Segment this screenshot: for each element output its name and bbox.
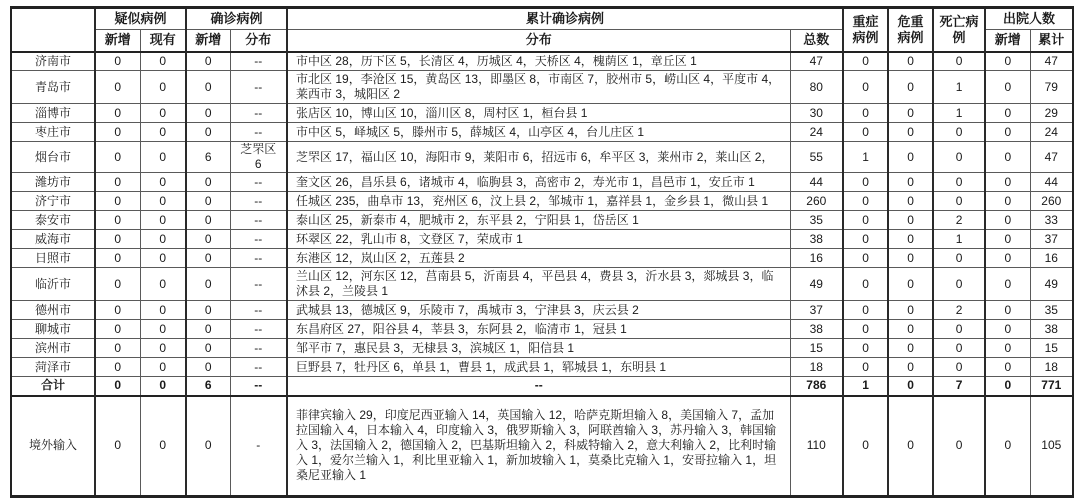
table-row <box>11 71 1073 104</box>
table-row <box>11 301 1073 320</box>
cumulative-dist-cell: 市中区 28，历下区 5，长清区 4，历城区 4，天桥区 4，槐荫区 1，章丘区 1 <box>287 52 790 71</box>
confirmed-new-cell: 0 <box>186 358 230 377</box>
death-cases-cell: 0 <box>933 142 985 173</box>
severe-cases-cell: 0 <box>843 230 888 249</box>
table-row <box>11 358 1073 377</box>
death-cases-cell: 1 <box>933 104 985 123</box>
cumulative-dist-cell: 张店区 10，博山区 10，淄川区 8，周村区 1，桓台县 1 <box>287 104 790 123</box>
table-body <box>11 52 1073 497</box>
discharged-cum-cell: 24 <box>1030 123 1073 142</box>
suspected-existing-cell: 0 <box>140 396 186 497</box>
suspected-existing-cell: 0 <box>140 301 186 320</box>
cumulative-total-cell: 786 <box>790 377 843 396</box>
confirmed-new-cell: 0 <box>186 123 230 142</box>
critical-cases-cell: 0 <box>888 339 933 358</box>
suspected-group-header: 疑似病例 <box>95 8 186 30</box>
severe-cases-cell: 0 <box>843 52 888 71</box>
cumulative-total-cell: 15 <box>790 339 843 358</box>
discharged-new-cell: 0 <box>985 211 1030 230</box>
confirmed-dist-cell: -- <box>230 123 287 142</box>
cumulative-total-cell: 110 <box>790 396 843 497</box>
severe-header: 重症病例 <box>843 8 888 52</box>
confirmed-dist-cell: -- <box>230 339 287 358</box>
critical-header: 危重病例 <box>888 8 933 52</box>
confirmed-new-cell: 0 <box>186 301 230 320</box>
critical-cases-cell: 0 <box>888 230 933 249</box>
discharged-cum-cell: 29 <box>1030 104 1073 123</box>
confirmed-dist-cell: -- <box>230 104 287 123</box>
cumulative-total-cell: 16 <box>790 249 843 268</box>
discharged-new-cell: 0 <box>985 123 1030 142</box>
suspected-new-cell: 0 <box>95 211 140 230</box>
suspected-new-cell: 0 <box>95 123 140 142</box>
city-cell: 滨州市 <box>11 339 95 358</box>
header-group-row <box>11 8 1073 30</box>
city-cell: 济南市 <box>11 52 95 71</box>
city-cell: 菏泽市 <box>11 358 95 377</box>
covid-cases-table <box>10 6 1074 498</box>
severe-cases-cell: 0 <box>843 301 888 320</box>
discharged-cum-cell: 38 <box>1030 320 1073 339</box>
suspected-existing-cell: 0 <box>140 339 186 358</box>
cumulative-dist-cell: 市北区 19，李沧区 15，黄岛区 13，即墨区 8，市南区 7，胶州市 5，崂山区 4，平度市 4，莱西市 3，城阳区 2 <box>287 71 790 104</box>
severe-cases-cell: 1 <box>843 142 888 173</box>
death-cases-cell: 2 <box>933 211 985 230</box>
critical-cases-cell: 0 <box>888 173 933 192</box>
suspected-existing-cell: 0 <box>140 104 186 123</box>
table-row <box>11 104 1073 123</box>
confirmed-new-cell: 0 <box>186 268 230 301</box>
suspected-existing-cell: 0 <box>140 142 186 173</box>
discharged-new-cell: 0 <box>985 320 1030 339</box>
critical-cases-cell: 0 <box>888 211 933 230</box>
table-row <box>11 249 1073 268</box>
critical-cases-cell: 0 <box>888 268 933 301</box>
table-row <box>11 123 1073 142</box>
confirmed-new-cell: 0 <box>186 249 230 268</box>
critical-cases-cell: 0 <box>888 123 933 142</box>
death-cases-cell: 0 <box>933 268 985 301</box>
cumulative-dist-cell: 奎文区 26，昌乐县 6，诸城市 4，临朐县 3，高密市 2，寿光市 1，昌邑市 1，安丘市 1 <box>287 173 790 192</box>
confirmed-dist-cell: -- <box>230 173 287 192</box>
critical-cases-cell: 0 <box>888 396 933 497</box>
cumulative-total-cell: 24 <box>790 123 843 142</box>
death-cases-cell: 1 <box>933 71 985 104</box>
discharged-cum-cell: 49 <box>1030 268 1073 301</box>
confirmed-dist-cell: -- <box>230 301 287 320</box>
death-cases-cell: 7 <box>933 377 985 396</box>
severe-cases-cell: 0 <box>843 358 888 377</box>
suspected-existing-cell: 0 <box>140 268 186 301</box>
confirmed-new-cell: 0 <box>186 52 230 71</box>
cumulative-total-cell: 38 <box>790 230 843 249</box>
death-cases-cell: 0 <box>933 358 985 377</box>
severe-cases-cell: 0 <box>843 396 888 497</box>
confirmed-new-header: 新增 <box>186 30 230 52</box>
suspected-existing-cell: 0 <box>140 358 186 377</box>
suspected-existing-cell: 0 <box>140 192 186 211</box>
table-row <box>11 173 1073 192</box>
confirmed-dist-cell: -- <box>230 52 287 71</box>
severe-cases-cell: 0 <box>843 339 888 358</box>
confirmed-dist-cell: -- <box>230 71 287 104</box>
suspected-existing-cell: 0 <box>140 71 186 104</box>
suspected-new-cell: 0 <box>95 52 140 71</box>
severe-cases-cell: 0 <box>843 192 888 211</box>
confirmed-dist-cell: -- <box>230 192 287 211</box>
cumulative-dist-header: 分布 <box>287 30 790 52</box>
discharged-new-cell: 0 <box>985 173 1030 192</box>
suspected-existing-cell: 0 <box>140 377 186 396</box>
severe-cases-cell: 0 <box>843 211 888 230</box>
discharged-cum-cell: 33 <box>1030 211 1073 230</box>
suspected-new-cell: 0 <box>95 230 140 249</box>
cumulative-total-cell: 35 <box>790 211 843 230</box>
cumulative-total-cell: 37 <box>790 301 843 320</box>
cumulative-total-cell: 30 <box>790 104 843 123</box>
cumulative-dist-cell: 巨野县 7，牡丹区 6，单县 1，曹县 1，成武县 1，郓城县 1，东明县 1 <box>287 358 790 377</box>
discharged-new-cell: 0 <box>985 249 1030 268</box>
discharged-cum-cell: 18 <box>1030 358 1073 377</box>
suspected-existing-cell: 0 <box>140 52 186 71</box>
table-row <box>11 268 1073 301</box>
suspected-existing-cell: 0 <box>140 249 186 268</box>
suspected-new-cell: 0 <box>95 301 140 320</box>
severe-cases-cell: 0 <box>843 249 888 268</box>
severe-cases-cell: 0 <box>843 268 888 301</box>
suspected-new-cell: 0 <box>95 142 140 173</box>
discharged-cum-cell: 771 <box>1030 377 1073 396</box>
suspected-new-cell: 0 <box>95 396 140 497</box>
cumulative-total-cell: 49 <box>790 268 843 301</box>
suspected-new-cell: 0 <box>95 339 140 358</box>
death-cases-cell: 1 <box>933 230 985 249</box>
critical-cases-cell: 0 <box>888 358 933 377</box>
city-cell: 日照市 <box>11 249 95 268</box>
cumulative-total-cell: 18 <box>790 358 843 377</box>
critical-cases-cell: 0 <box>888 104 933 123</box>
confirmed-new-cell: 0 <box>186 339 230 358</box>
city-cell: 合计 <box>11 377 95 396</box>
confirmed-dist-cell: -- <box>230 377 287 396</box>
table-row <box>11 339 1073 358</box>
confirmed-dist-cell: 芝罘区 6 <box>230 142 287 173</box>
city-cell: 威海市 <box>11 230 95 249</box>
discharged-cum-cell: 47 <box>1030 52 1073 71</box>
total-row <box>11 377 1073 396</box>
confirmed-dist-cell: -- <box>230 358 287 377</box>
critical-cases-cell: 0 <box>888 71 933 104</box>
city-cell: 德州市 <box>11 301 95 320</box>
suspected-existing-cell: 0 <box>140 320 186 339</box>
confirmed-new-cell: 0 <box>186 104 230 123</box>
corner-cell <box>11 8 95 52</box>
suspected-existing-cell: 0 <box>140 123 186 142</box>
suspected-existing-cell: 0 <box>140 230 186 249</box>
cumulative-total-cell: 47 <box>790 52 843 71</box>
cumulative-dist-cell: 兰山区 12，河东区 12，莒南县 5，沂南县 4，平邑县 4，费县 3，沂水县 3，郯城县 3，临沭县 2，兰陵县 1 <box>287 268 790 301</box>
discharged-group-header: 出院人数 <box>985 8 1073 30</box>
table-row <box>11 52 1073 71</box>
city-cell: 枣庄市 <box>11 123 95 142</box>
confirmed-new-cell: 0 <box>186 396 230 497</box>
confirmed-new-cell: 6 <box>186 377 230 396</box>
cumulative-dist-cell: 武城县 13，德城区 9，乐陵市 7，禹城市 3，宁津县 3，庆云县 2 <box>287 301 790 320</box>
severe-cases-cell: 0 <box>843 104 888 123</box>
discharged-new-cell: 0 <box>985 268 1030 301</box>
table-row <box>11 142 1073 173</box>
death-cases-cell: 0 <box>933 123 985 142</box>
table-row <box>11 211 1073 230</box>
death-cases-cell: 0 <box>933 320 985 339</box>
cumulative-dist-cell: 东昌府区 27，阳谷县 4，莘县 3，东阿县 2，临清市 1，冠县 1 <box>287 320 790 339</box>
death-cases-cell: 0 <box>933 339 985 358</box>
cumulative-dist-cell: -- <box>287 377 790 396</box>
discharged-new-cell: 0 <box>985 192 1030 211</box>
suspected-new-cell: 0 <box>95 192 140 211</box>
suspected-new-cell: 0 <box>95 173 140 192</box>
severe-cases-cell: 0 <box>843 320 888 339</box>
suspected-new-cell: 0 <box>95 249 140 268</box>
cumulative-dist-cell: 任城区 235，曲阜市 13，兖州区 6，汶上县 2，邹城市 1，嘉祥县 1，金乡县 1，微山县 1 <box>287 192 790 211</box>
confirmed-dist-cell: - <box>230 396 287 497</box>
cumulative-total-cell: 55 <box>790 142 843 173</box>
discharged-cum-cell: 44 <box>1030 173 1073 192</box>
death-cases-cell: 0 <box>933 396 985 497</box>
confirmed-new-cell: 0 <box>186 211 230 230</box>
confirmed-dist-cell: -- <box>230 268 287 301</box>
confirmed-new-cell: 0 <box>186 71 230 104</box>
cumulative-total-cell: 80 <box>790 71 843 104</box>
suspected-existing-cell: 0 <box>140 211 186 230</box>
severe-cases-cell: 0 <box>843 173 888 192</box>
discharged-new-header: 新增 <box>985 30 1030 52</box>
confirmed-dist-cell: -- <box>230 320 287 339</box>
critical-cases-cell: 0 <box>888 52 933 71</box>
severe-cases-cell: 0 <box>843 71 888 104</box>
table-row <box>11 396 1073 497</box>
city-cell: 临沂市 <box>11 268 95 301</box>
discharged-new-cell: 0 <box>985 230 1030 249</box>
severe-cases-cell: 1 <box>843 377 888 396</box>
confirmed-new-cell: 0 <box>186 192 230 211</box>
severe-cases-cell: 0 <box>843 123 888 142</box>
death-header: 死亡病例 <box>933 8 985 52</box>
city-cell: 济宁市 <box>11 192 95 211</box>
cumulative-total-header: 总数 <box>790 30 843 52</box>
suspected-new-cell: 0 <box>95 358 140 377</box>
discharged-cum-cell: 79 <box>1030 71 1073 104</box>
discharged-cum-cell: 47 <box>1030 142 1073 173</box>
critical-cases-cell: 0 <box>888 142 933 173</box>
discharged-cum-header: 累计 <box>1030 30 1073 52</box>
confirmed-dist-cell: -- <box>230 249 287 268</box>
discharged-new-cell: 0 <box>985 339 1030 358</box>
discharged-new-cell: 0 <box>985 396 1030 497</box>
death-cases-cell: 0 <box>933 173 985 192</box>
confirmed-new-cell: 0 <box>186 173 230 192</box>
cumulative-dist-cell: 东港区 12，岚山区 2，五莲县 2 <box>287 249 790 268</box>
discharged-new-cell: 0 <box>985 142 1030 173</box>
suspected-existing-header: 现有 <box>140 30 186 52</box>
table-header <box>11 8 1073 52</box>
city-cell: 淄博市 <box>11 104 95 123</box>
critical-cases-cell: 0 <box>888 249 933 268</box>
confirmed-dist-cell: -- <box>230 230 287 249</box>
discharged-new-cell: 0 <box>985 358 1030 377</box>
cumulative-dist-cell: 邹平市 7，惠民县 3，无棣县 3，滨城区 1，阳信县 1 <box>287 339 790 358</box>
cumulative-dist-cell: 菲律宾输入 29，印度尼西亚输入 14，英国输入 12，哈萨克斯坦输入 8，美国输入 7，孟加拉国输入 4，日本输入 4，印度输入 3，俄罗斯输入 3，阿联酋输入 3，苏丹输入 3，韩国输入 3，法国输入 2，德国输入 2，巴基斯坦输入 2，科威特输入 2，意大利输入 2，比利时输入 1，爱尔兰输入 1，利比里亚输入 1，新加坡输入 1，莫桑比克输入 1，安哥拉输入 1，坦桑尼亚输入 1 <box>287 396 790 497</box>
death-cases-cell: 2 <box>933 301 985 320</box>
discharged-cum-cell: 105 <box>1030 396 1073 497</box>
discharged-cum-cell: 260 <box>1030 192 1073 211</box>
cumulative-total-cell: 260 <box>790 192 843 211</box>
discharged-cum-cell: 15 <box>1030 339 1073 358</box>
discharged-new-cell: 0 <box>985 377 1030 396</box>
suspected-existing-cell: 0 <box>140 173 186 192</box>
suspected-new-cell: 0 <box>95 71 140 104</box>
city-cell: 聊城市 <box>11 320 95 339</box>
discharged-new-cell: 0 <box>985 52 1030 71</box>
cumulative-total-cell: 38 <box>790 320 843 339</box>
cumulative-total-cell: 44 <box>790 173 843 192</box>
city-cell: 青岛市 <box>11 71 95 104</box>
confirmed-dist-header: 分布 <box>230 30 287 52</box>
confirmed-group-header: 确诊病例 <box>186 8 287 30</box>
city-cell: 潍坊市 <box>11 173 95 192</box>
suspected-new-cell: 0 <box>95 104 140 123</box>
critical-cases-cell: 0 <box>888 301 933 320</box>
cumulative-dist-cell: 芝罘区 17，福山区 10，海阳市 9，莱阳市 6，招远市 6，牟平区 3，莱州市 2，莱山区 2， <box>287 142 790 173</box>
table-row <box>11 230 1073 249</box>
cumulative-dist-cell: 环翠区 22，乳山市 8，文登区 7，荣成市 1 <box>287 230 790 249</box>
suspected-new-cell: 0 <box>95 320 140 339</box>
suspected-new-cell: 0 <box>95 377 140 396</box>
suspected-new-header: 新增 <box>95 30 140 52</box>
death-cases-cell: 0 <box>933 52 985 71</box>
death-cases-cell: 0 <box>933 192 985 211</box>
discharged-new-cell: 0 <box>985 301 1030 320</box>
confirmed-new-cell: 0 <box>186 230 230 249</box>
critical-cases-cell: 0 <box>888 192 933 211</box>
critical-cases-cell: 0 <box>888 320 933 339</box>
cumulative-group-header: 累计确诊病例 <box>287 8 843 30</box>
city-cell: 烟台市 <box>11 142 95 173</box>
confirmed-dist-cell: -- <box>230 211 287 230</box>
table-row <box>11 192 1073 211</box>
city-cell: 境外输入 <box>11 396 95 497</box>
confirmed-new-cell: 6 <box>186 142 230 173</box>
cumulative-dist-cell: 泰山区 25，新泰市 4，肥城市 2，东平县 2，宁阳县 1，岱岳区 1 <box>287 211 790 230</box>
discharged-cum-cell: 35 <box>1030 301 1073 320</box>
confirmed-new-cell: 0 <box>186 320 230 339</box>
death-cases-cell: 0 <box>933 249 985 268</box>
city-cell: 泰安市 <box>11 211 95 230</box>
critical-cases-cell: 0 <box>888 377 933 396</box>
cumulative-dist-cell: 市中区 5，峄城区 5，滕州市 5，薛城区 4，山亭区 4，台儿庄区 1 <box>287 123 790 142</box>
table-row <box>11 320 1073 339</box>
discharged-cum-cell: 16 <box>1030 249 1073 268</box>
discharged-cum-cell: 37 <box>1030 230 1073 249</box>
discharged-new-cell: 0 <box>985 71 1030 104</box>
discharged-new-cell: 0 <box>985 104 1030 123</box>
suspected-new-cell: 0 <box>95 268 140 301</box>
